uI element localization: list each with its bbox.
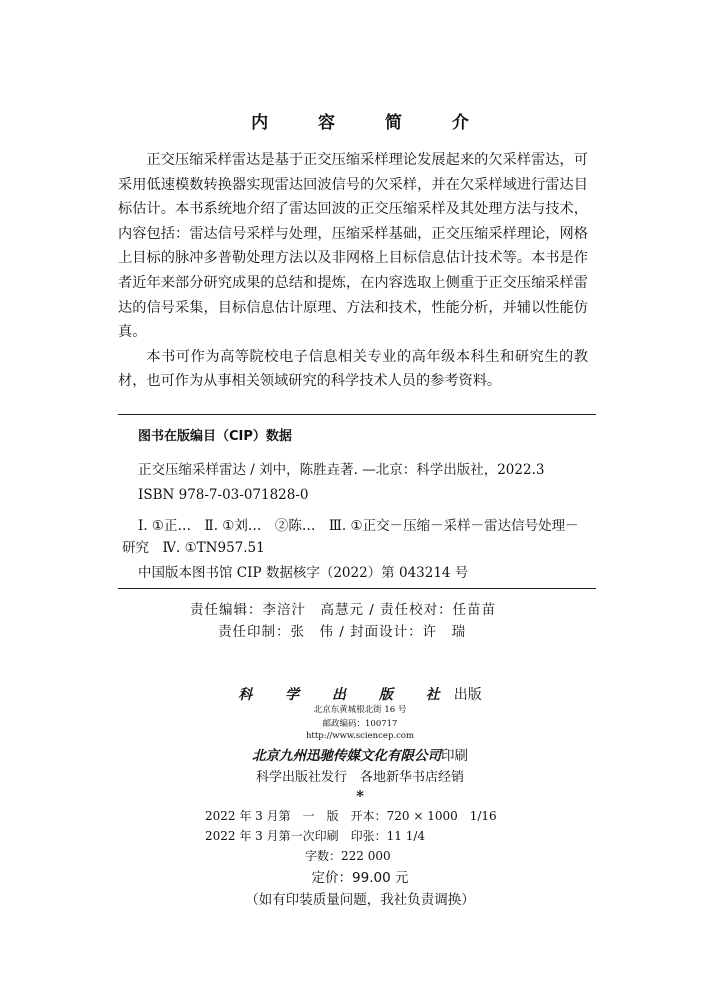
printer-name: 北京九州迅驰传媒文化有限公司 (252, 748, 441, 764)
intro-paragraph: 本书可作为高等院校电子信息相关专业的高年级本科生和研究生的教材，也可作为从事相关领域研究的科学技术人员的参考资料。 (118, 348, 588, 390)
publisher-name: 科 学 出 版 社 (238, 687, 454, 703)
cip-heading: 图书在版编目（CIP）数据 (138, 429, 292, 444)
edition-line: 2022 年 3 月第一次印刷 印张：11 1/4 (205, 829, 426, 843)
cip-top-rule (118, 414, 596, 415)
quality-note: （如有印装质量问题，我社负责调换） (245, 892, 475, 908)
cip-title-line: 正交压缩采样雷达 / 刘中，陈胜垚著. —北京：科学出版社，2022.3 (138, 462, 545, 478)
cip-record: 中国版本图书馆 CIP 数据核字（2022）第 043214 号 (138, 565, 469, 581)
cip-isbn: ISBN 978-7-03-071828-0 (138, 487, 309, 503)
publisher-url: http://www.sciencep.com (305, 731, 415, 741)
staff-line: 责任印制：张 伟 / 封面设计：许 瑞 (218, 624, 467, 640)
page-title: 内 容 简 介 (251, 113, 491, 133)
cip-subject: Ⅰ. ①正… Ⅱ. ①刘… ②陈… Ⅲ. ①正交－压缩－采样－雷达信号处理－研究 Ⅳ. ①TN957.51 (122, 518, 579, 556)
publisher-postcode: 邮政编码：100717 (322, 719, 398, 729)
distribution-line: 科学出版社发行 各地新华书店经销 (255, 770, 464, 785)
printer-suffix: 印刷 (441, 748, 468, 764)
printer-line (0, 744, 720, 764)
intro-paragraph: 正交压缩采样雷达是基于正交压缩采样理论发展起来的欠采样雷达，可采用低速模数转换器实现雷达回波信号的欠采样，并在欠采样域进行雷达目标估计。本书系统地介绍了雷达回波的正交压缩采样及其处理方法与技术，内容包括：雷达信号采样与处理，压缩采样基础，正交压缩采样理论，网格上目标的脉冲多普勒处理方法以及非网格上目标信息估计技术等。本书是作者近年来部分研究成果的总结和提炼，在内容选取上侧重于正交压缩采样雷达的信号采集，目标信息估计原理、方法和技术，性能分析，并辅以性能仿真。 (118, 152, 588, 341)
publisher-suffix: 出版 (453, 687, 482, 703)
publisher-line (0, 684, 720, 704)
edition-line: 2022 年 3 月第 一 版 开本：720 × 1000 1/16 (205, 809, 497, 823)
separator-star: * (356, 787, 364, 805)
price: 定价：99.00 元 (311, 870, 409, 886)
staff-line: 责任编辑：李涪汁 高慧元 / 责任校对：任苗苗 (190, 602, 497, 618)
publisher-address: 北京东黄城根北街 16 号 (313, 705, 407, 715)
word-count: 字数：222 000 (305, 849, 391, 863)
intro-text (118, 148, 588, 394)
cip-bottom-rule (118, 588, 596, 589)
